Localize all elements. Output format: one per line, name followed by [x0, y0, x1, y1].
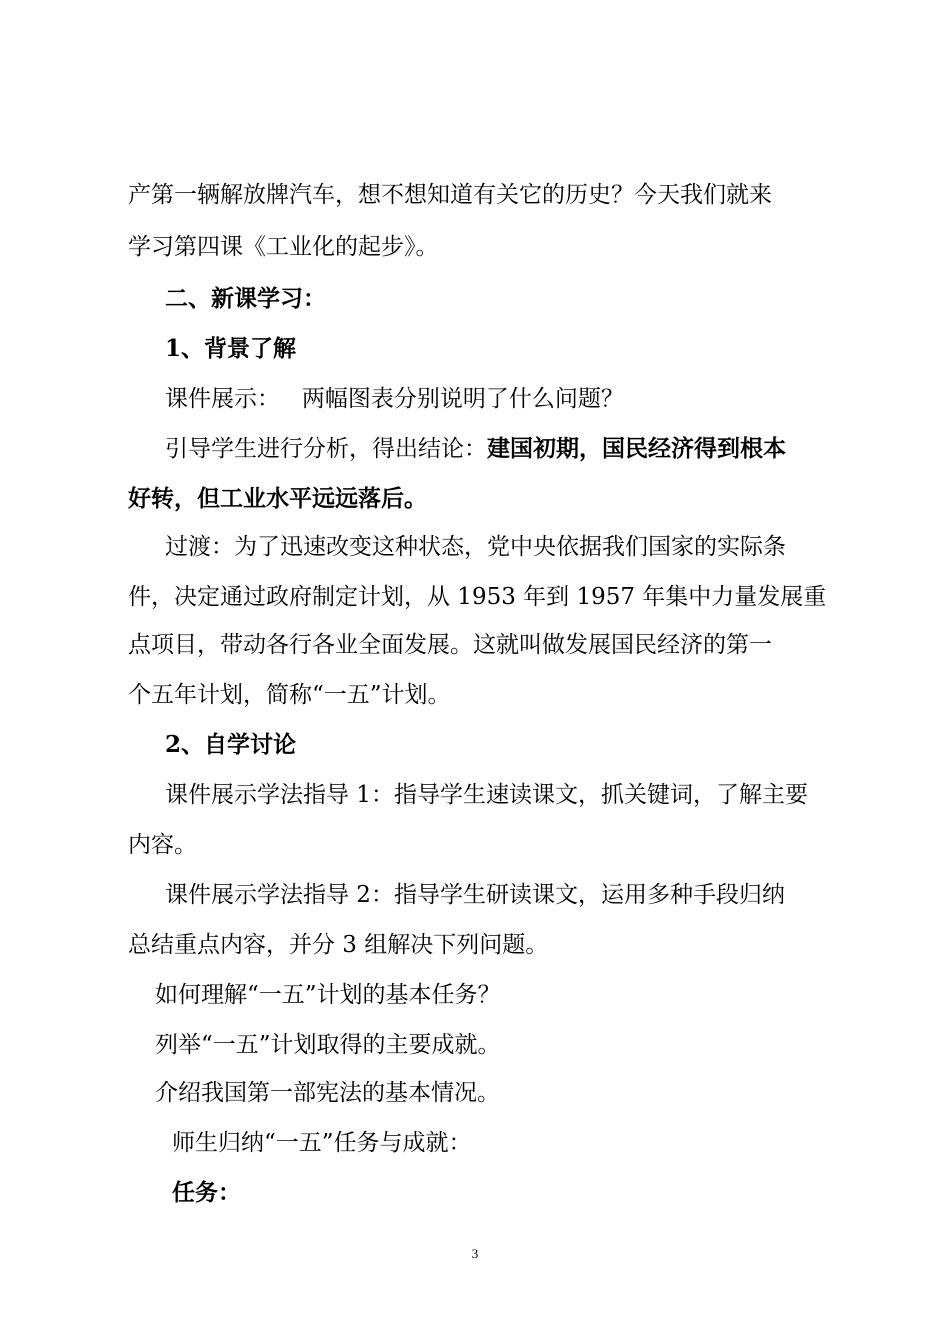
paragraph-transition-line4: 个五年计划，简称“一五”计划。: [128, 682, 451, 708]
paragraph-method2-line1: 课件展示学法指导 2：指导学生研读课文，运用多种手段归纳: [165, 882, 785, 908]
paragraph-summary: 师生归纳“一五”任务与成就：: [172, 1130, 472, 1156]
paragraph-intro-line1: 产第一辆解放牌汽车，想不想知道有关它的历史？今天我们就来: [128, 182, 772, 208]
guide-conclusion-part1: 建国初期，国民经济得到根本: [487, 435, 786, 462]
paragraph-transition-line2: 件，决定通过政府制定计划，从 1953 年到 1957 年集中力量发展重: [128, 584, 827, 610]
paragraph-courseware-show: 课件展示： 两幅图表分别说明了什么问题？: [165, 386, 624, 412]
paragraph-method1-line2: 内容。: [128, 832, 197, 858]
page-number: 3: [471, 1246, 479, 1261]
paragraph-transition-line3: 点项目，带动各行各业全面发展。这就叫做发展国民经济的第一: [128, 632, 772, 658]
question-item-3: 介绍我国第一部宪法的基本情况。: [155, 1080, 500, 1106]
section-heading-new-lesson: 二、新课学习：: [165, 285, 326, 312]
paragraph-method2-line2: 总结重点内容，并分 3 组解决下列问题。: [128, 932, 549, 958]
paragraph-intro-line2: 学习第四课《工业化的起步》。: [128, 234, 439, 260]
paragraph-transition-line1: 过渡：为了迅速改变这种状态，党中央依据我们国家的实际条: [165, 534, 786, 560]
paragraph-guide-line1: [165, 434, 786, 464]
guide-prefix: 引导学生进行分析，得出结论：: [165, 436, 487, 462]
question-item-1: 如何理解“一五”计划的基本任务？: [155, 982, 501, 1008]
paragraph-method1-line1: 课件展示学法指导 1：指导学生速读课文，抓关键词，了解主要: [165, 782, 808, 808]
subsection-heading-background: 1、背景了解: [165, 335, 297, 362]
subsection-heading-self-study: 2、自学讨论: [165, 731, 297, 758]
question-item-2: 列举“一五”计划取得的主要成就。: [155, 1032, 501, 1058]
tasks-heading: 任务：: [172, 1179, 241, 1206]
guide-conclusion-part2: 好转，但工业水平远远落后。: [128, 485, 427, 512]
